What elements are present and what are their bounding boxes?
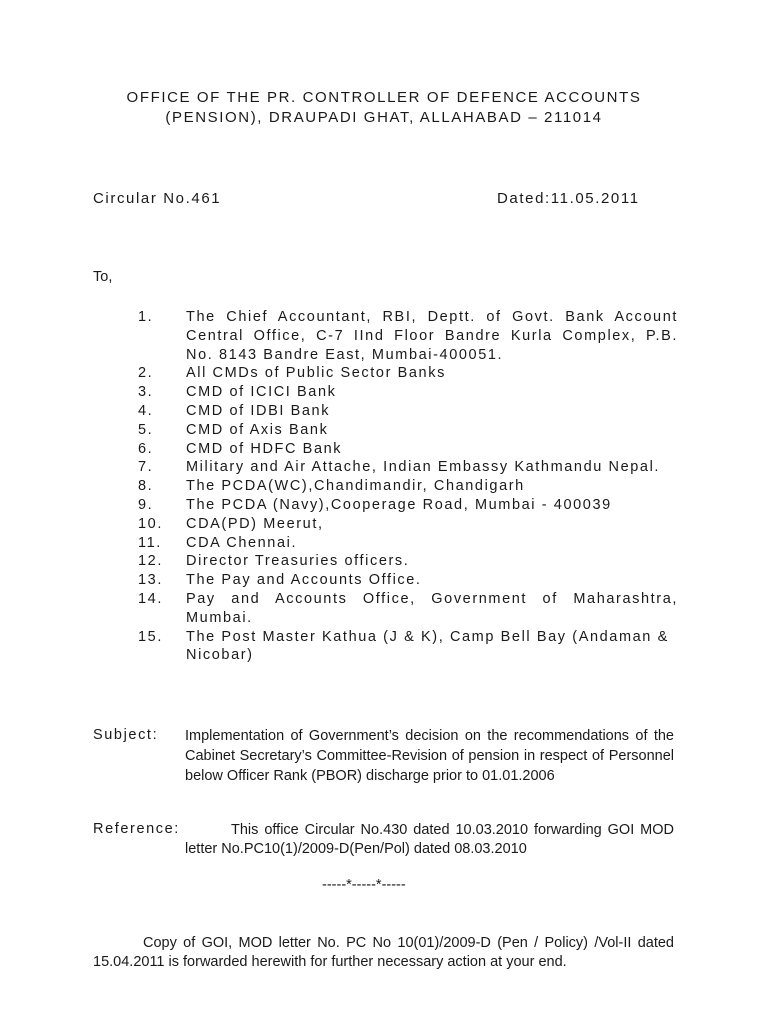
list-item-text: CMD of ICICI Bank <box>186 384 337 401</box>
list-item-number: 5. <box>138 421 154 438</box>
list-item <box>138 402 678 421</box>
list-item-number: 3. <box>138 384 154 401</box>
list-item-number: 1. <box>138 309 154 325</box>
list-item-number: 13. <box>138 572 163 589</box>
list-item <box>138 552 678 571</box>
list-item-number: 4. <box>138 402 154 419</box>
list-item-text: Military and Air Attache, Indian Embassy Kathmandu Nepal. <box>186 459 661 476</box>
list-item-number: 10. <box>138 515 163 532</box>
reference-text <box>185 821 674 860</box>
list-item <box>138 590 678 628</box>
list-item-text: CMD of Axis Bank <box>186 421 329 438</box>
circular-date: Dated:11.05.2011 <box>497 190 640 207</box>
office-header <box>92 88 676 128</box>
list-item <box>138 628 678 666</box>
body-paragraph: Copy of GOI, MOD letter No. PC No 10(01)/2009-D (Pen / Policy) /Vol-II dated 15.04.2011 is forwarded herewith for further necessary action at your end. <box>93 935 674 971</box>
list-item-text: The Post Master Kathua (J & K), Camp Bell Bay (Andaman & Nicobar) <box>186 628 669 664</box>
list-item-number: 2. <box>138 365 154 382</box>
list-item <box>138 364 678 383</box>
list-item <box>138 383 678 402</box>
list-item-text: All CMDs of Public Sector Banks <box>186 365 446 382</box>
list-item-text: CDA Chennai. <box>186 534 298 551</box>
list-item-number: 11. <box>138 534 162 551</box>
separator: -----*-----*----- <box>322 877 406 893</box>
list-item <box>138 515 678 534</box>
reference-body: This office Circular No.430 dated 10.03.2010 forwarding GOI MOD letter No.PC10(1)/2009-D(Pen/Pol) dated 08.03.2010 <box>185 822 674 858</box>
list-item-text: Director Treasuries officers. <box>186 553 410 570</box>
subject-label: Subject: <box>93 727 159 743</box>
list-item <box>138 571 678 590</box>
list-item <box>138 440 678 459</box>
list-item <box>138 308 678 364</box>
list-item-number: 6. <box>138 440 154 457</box>
office-header-line2: (PENSION), DRAUPADI GHAT, ALLAHABAD – 211014 <box>165 109 603 126</box>
subject-text: Implementation of Government’s decision on the recommendations of the Cabinet Secretary’s Committee-Revision of pension in respect of Personnel below Officer Rank (PBOR) discharge prior to 01.01.2006 <box>185 728 674 784</box>
reference-label: Reference: <box>93 821 180 837</box>
list-item-text: The PCDA(WC),Chandimandir, Chandigarh <box>186 478 525 495</box>
list-item-text: The Chief Accountant, RBI, Deptt. of Govt. Bank Account Central Office, C-7 IInd Floor Bandre Kurla Complex, P.B. No. 8143 Bandre East, Mumbai-400051. <box>186 309 678 363</box>
list-item-number: 8. <box>138 478 154 495</box>
list-item <box>138 421 678 440</box>
list-item <box>138 458 678 477</box>
list-item <box>138 496 678 515</box>
list-item-text: CMD of HDFC Bank <box>186 440 343 457</box>
list-item-number: 15. <box>138 628 163 645</box>
list-item-number: 14. <box>138 590 163 607</box>
circular-number: Circular No.461 <box>93 190 222 207</box>
list-item-text: Pay and Accounts Office, Government of Maharashtra, Mumbai. <box>186 590 678 626</box>
list-item-number: 7. <box>138 459 154 476</box>
list-item-text: The PCDA (Navy),Cooperage Road, Mumbai - 400039 <box>186 496 612 513</box>
list-item-text: CMD of IDBI Bank <box>186 402 331 419</box>
recipient-list <box>138 308 678 665</box>
list-item-number: 9. <box>138 496 154 513</box>
list-item-text: The Pay and Accounts Office. <box>186 572 422 589</box>
list-item-number: 12. <box>138 553 163 570</box>
office-header-line1: OFFICE OF THE PR. CONTROLLER OF DEFENCE ACCOUNTS <box>126 89 642 106</box>
list-item <box>138 534 678 553</box>
list-item-text: CDA(PD) Meerut, <box>186 515 324 532</box>
list-item <box>138 477 678 496</box>
to-label: To, <box>93 269 113 285</box>
